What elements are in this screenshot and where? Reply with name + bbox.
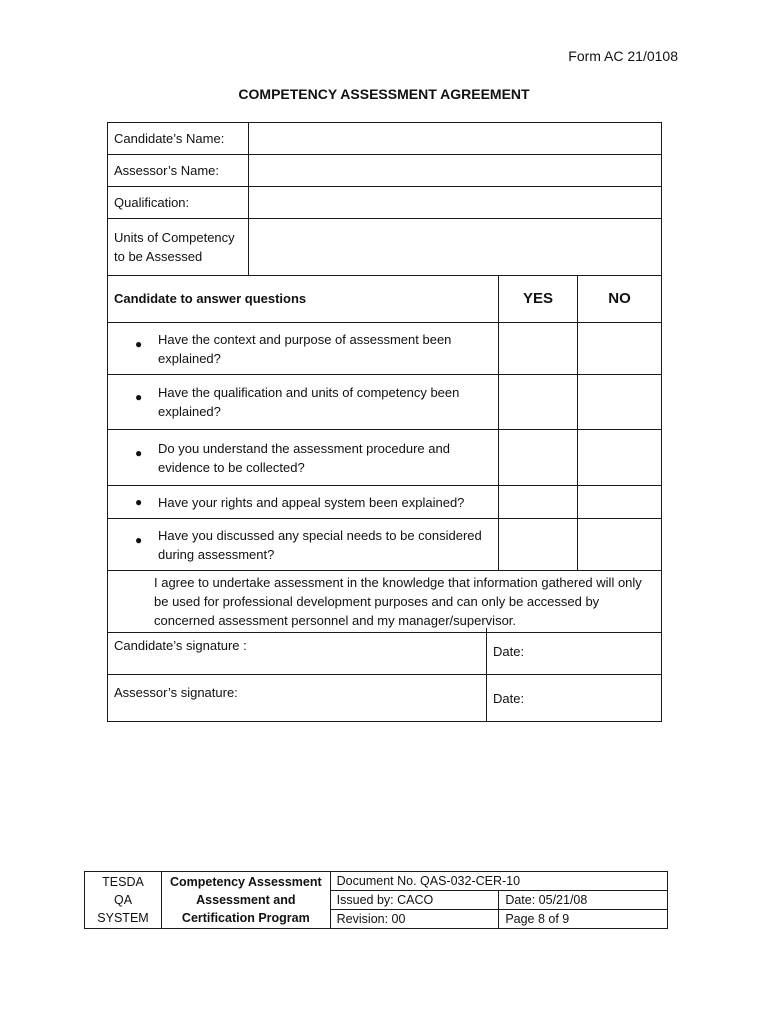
assessor-date-field[interactable]: Date: [487,675,662,722]
footer-org-line: TESDA [102,875,144,889]
units-of-competency-field[interactable] [249,219,662,276]
footer-org [85,872,162,929]
footer-program-line: Assessment and Certification Program [181,893,310,925]
question-cell [108,323,499,375]
no-column-header: NO [578,275,662,323]
page-title: COMPETENCY ASSESSMENT AGREEMENT [238,86,530,102]
signature-table [107,628,662,722]
assessor-name-field[interactable] [249,155,662,187]
yes-column-header: YES [499,275,578,323]
bullet-icon: ● [135,390,143,404]
candidate-name-label: Candidate’s Name: [108,123,249,155]
yes-answer-cell[interactable] [499,486,578,519]
candidate-name-row [108,123,662,155]
no-answer-cell[interactable] [578,430,662,486]
no-answer-cell[interactable] [578,519,662,571]
assessor-signature-row [108,675,662,722]
question-cell [108,430,499,486]
footer-org-line: QA [113,893,133,907]
question-row [108,323,662,375]
question-text: Have the qualification and units of competency been explained? [158,385,460,419]
footer-issued-by: Issued by: CACO [330,891,499,910]
footer-revision: Revision: 00 [330,910,499,929]
qualification-label: Qualification: [108,187,249,219]
question-row [108,375,662,430]
question-text: Do you understand the assessment procedure and evidence to be collected? [158,440,450,475]
bullet-icon: ● [135,445,143,460]
yes-answer-cell[interactable] [499,375,578,430]
footer-org-line: SYSTEM [97,911,149,925]
question-row [108,519,662,571]
footer-document-number: Document No. QAS-032-CER-10 [330,872,667,891]
question-cell [108,486,499,519]
candidate-signature-label[interactable]: Candidate’s signature : [108,628,487,675]
footer-date: Date: 05/21/08 [499,891,668,910]
candidate-signature-row [108,628,662,675]
questions-header-label: Candidate to answer questions [108,275,499,323]
footer-program [162,872,331,929]
question-row [108,430,662,486]
candidate-date-field[interactable]: Date: [487,628,662,675]
footer-page-number: Page 8 of 9 [499,910,668,929]
no-answer-cell[interactable] [578,486,662,519]
bullet-icon: ● [135,532,143,547]
no-answer-cell[interactable] [578,375,662,430]
question-text: Have your rights and appeal system been explained? [158,494,465,510]
form-number: Form AC 21/0108 [568,48,678,64]
units-of-competency-label: Units of Competency to be Assessed [108,219,249,276]
bullet-icon: ● [135,495,143,509]
qualification-row [108,187,662,219]
question-cell [108,519,499,571]
assessor-name-row [108,155,662,187]
units-of-competency-row [108,219,662,276]
yes-answer-cell[interactable] [499,323,578,375]
footer-program-line: Competency Assessment [169,875,322,889]
candidate-name-field[interactable] [249,123,662,155]
question-row [108,486,662,519]
bullet-icon: ● [135,336,143,351]
question-cell [108,375,499,430]
yes-answer-cell[interactable] [499,519,578,571]
candidate-info-table [107,122,662,276]
assessor-name-label: Assessor’s Name: [108,155,249,187]
qualification-field[interactable] [249,187,662,219]
agreement-text: I agree to undertake assessment in the knowledge that information gathered will only be used for professional development purposes and can only be accessed by concerned assessment personnel and my manager/supervisor. [108,571,662,633]
footer-table [84,871,668,929]
questions-header-row [108,275,662,323]
agreement-row [108,571,662,633]
yes-answer-cell[interactable] [499,430,578,486]
questions-table [107,275,662,633]
question-text: Have you discussed any special needs to be considered during assessment? [158,527,482,562]
question-text: Have the context and purpose of assessment been explained? [158,331,452,366]
no-answer-cell[interactable] [578,323,662,375]
assessor-signature-label[interactable]: Assessor’s signature: [108,675,487,722]
